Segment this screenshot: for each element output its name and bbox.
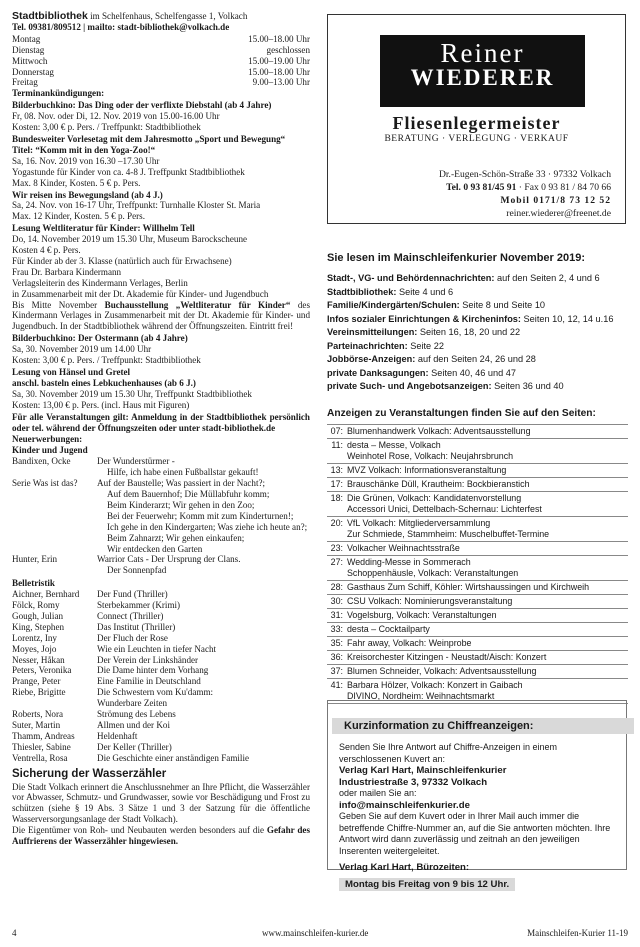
toc-pages: Seiten 10, 12, 14 u.16 [520,313,614,324]
event-block [12,223,310,332]
book-title: Beim Zahnarzt; Wir gehen einkaufen; [107,532,245,543]
fiction-book-list [12,589,310,764]
term-heading: Terminankündigungen: [12,88,105,99]
book-title: Beim Kinderarzt; Wir gehen in den Zoo; [107,499,255,510]
hours-day: Mittwoch [12,55,48,66]
book-title: Der Sonnenpfad [107,565,167,576]
event-page: 27: [330,557,343,567]
ad-mobile: Mobil 0171/8 73 12 52 [500,195,611,206]
event-title: Lesung von Hänsel und Gretel [12,367,131,377]
book-author: Bandixen, Ocke [12,456,71,467]
event-text: desta – Messe, Volkach Weinhotel Rose, Volkach: Neujahrsbrunch [347,440,514,461]
hours-row [12,45,310,56]
new-acquisitions-heading: Neuerwerbungen: [12,434,83,445]
book-author: King, Stephen [12,621,65,632]
hours-row [12,56,310,67]
toc-item [327,272,628,286]
event-title: Lesung Weltliteratur für Kinder: Willhelm Tell [12,223,195,234]
book-author: Peters, Veronika [12,665,72,676]
event-listing [327,581,628,595]
book-author: Suter, Martin [12,720,61,730]
event-page: 20: [330,518,343,528]
toc-pages: Seite 4 und 6 [396,286,454,297]
event-page: 17: [330,479,343,489]
event-text: Gasthaus Zum Schiff, Köhler: Wirtshaussingen und Kirchweih [347,582,590,592]
book-title: Der Verein der Linkshänder [97,654,199,665]
event-text: Brauschänke Düll, Krautheim: Bockbieranstich [347,479,530,489]
event-date: Sa, 30. November 2019 um 15.30 Uhr, Treffpunkt Stadtbibliothek [12,388,252,399]
event-title: anschl. basteln eines Lebkuchenhauses (ab 6 J.) [12,377,196,388]
book-author: Roberts, Nora [12,709,64,720]
book-title: Hilfe, ich habe einen Fußballstar gekauft! [107,467,259,478]
book-author: Prange, Peter [12,676,61,687]
event-listing [327,651,628,665]
book-title: Sterbekammer (Krimi) [97,600,181,611]
ad-trade: Fliesenlegermeister [392,113,561,133]
event-subtitle: Titel: “Komm mit in den Yoga-Zoo!“ [12,144,156,155]
book-author: Lorentz, Iny [12,632,57,643]
toc-title: Sie lesen im Mainschleifenkurier November 2019: [327,252,586,264]
book-title: Ich gehe in den Kindergarten; Was ziehe ich heute an?; [107,521,308,532]
event-page: 13: [330,465,343,475]
event-text: Die Grünen, Volkach: Kandidatenvorstellung Accessori Unici, Dettelbach-Schernau: Lichterfest [347,493,542,514]
ad-email[interactable]: reiner.wiederer@freenet.de [506,208,611,219]
event-cost: Max. 8 Kinder, Kosten. 5 € p. Pers. [12,177,141,188]
event-text: Wedding-Messe in Sommerach Schoppenhäusle, Volkach: Veranstaltungen [347,557,519,578]
event-listing [327,517,628,542]
water-warning: Gefahr des Auffrierens der Wasserzähler hingewiesen. [12,825,310,847]
book-title: Wie ein Leuchten in tiefer Nacht [97,643,217,654]
ad-tel: Tel. 0 93 81/45 91 [446,182,517,193]
water-text: Die Eigentümer von Roh- und Neubauten werden besonders auf die [12,825,265,836]
event-text: Blumen Schneider, Volkach: Adventsausstellung [347,666,537,676]
ad-services: BERATUNG · VERLEGUNG · VERKAUF [384,134,569,144]
hours-time: 9.00–13.00 Uhr [252,77,310,88]
hours-time: 15.00–18.00 Uhr [248,33,310,44]
event-title: Bilderbuchkino: Der Ostermann (ab 4 Jahre) [12,333,188,344]
toc-label: Parteinachrichten: [327,340,408,351]
event-page: 37: [330,666,343,676]
book-author: Hunter, Erin [12,554,58,565]
chiffre-email[interactable]: info@mainschleifenkurier.de [339,799,470,811]
toc-pages: Seite 22 [407,340,444,351]
event-date: Sa, 24. Nov. von 16-17 Uhr, Treffpunkt: Turnhalle Kloster St. Maria [12,200,261,211]
footer-url[interactable]: www.mainschleifen-kurier.de [262,928,369,938]
book-title: Connect (Thriller) [97,610,164,621]
toc-label: Jobbörse-Anzeigen: [327,354,416,364]
book-author [12,522,97,533]
book-title: Die Geschichte einer anständigen Familie [97,752,250,763]
page-number: 4 [12,928,17,938]
toc-item [327,299,628,313]
toc-label: Stadtbibliothek: [327,286,397,297]
exhibition-text [12,300,310,333]
ad-name-banner [380,35,585,107]
book-title: Allmen und der Koi [97,720,170,730]
book-title: Das Institut (Thriller) [97,621,176,632]
water-paragraph: Die Stadt Volkach erinnert die Anschlussnehmer an Ihre Pflicht, die Wasserzähler vor Abwasser, Schmutz- und Grundwasser, sowie vor Beschädigung und Frost zu schützen (siehe § 19 Abs. 3 Sätze 1 und 3 der Satzung für die öffentliche Wasserversorgungsanlage der Stadt Volkach). [12,781,310,825]
hours-day: Montag [12,33,41,44]
toc-item [327,340,628,354]
kids-book-list [12,456,310,576]
event-page: 28: [330,582,343,592]
book-author: Moyes, Jojo [12,643,57,654]
event-text: Kreisorchester Kitzingen - Neustadt/Aisch: Konzert [347,652,547,662]
book-title: Bei der Feuerwehr; Komm mit zum Kinderturnen!; [107,510,294,521]
event-cost: Kosten: 13,00 € p. Pers. (incl. Haus mit Figuren) [12,399,190,410]
registration-note: Für alle Veranstaltungen gilt: Anmeldung in der Stadtbibliothek persönlich oder tel. während der Öffnungszeiten oder unter stadt-bibliothek.de [12,411,310,433]
hours-row [12,67,310,78]
event-block [12,100,310,133]
exhibition-title: Buchausstellung „Weltliteratur für Kinder“ [104,299,291,310]
event-page: 23: [330,543,343,553]
book-author [12,565,97,576]
ad-name-first: Reiner [440,38,525,68]
exhibition-pre: Bis Mitte November [12,299,98,310]
event-listing [327,665,628,679]
book-title: Heldenhaft [97,730,138,741]
book-author: Nesser, Håkan [12,654,65,665]
event-line: in Zusammenarbeit mit der Dt. Akademie für Kinder- und Jugendbuch [12,288,269,299]
event-line: Für Kinder ab der 3. Klasse (natürlich auch für Erwachsene) [12,255,232,266]
kids-heading: Kinder und Jugend [12,445,88,456]
event-cost: Kosten: 3,00 € p. Pers. / Treffpunkt: Stadtbibliothek [12,122,201,133]
book-author [12,489,97,500]
book-author: Riebe, Brigitte [12,687,66,698]
event-listing [327,542,628,556]
event-cost: Kosten: 3,00 € p. Pers. / Treffpunkt: Stadtbibliothek [12,355,201,366]
toc-pages: Seiten 36 und 40 [491,381,564,391]
event-listing [327,609,628,623]
event-text: Fahr away, Volkach: Weinprobe [347,638,472,648]
events-list [327,424,628,704]
event-listing [327,623,628,637]
book-author [12,533,97,544]
book-title: Der Fluch der Rose [97,632,168,643]
toc-item [327,367,628,381]
advertisement-wiederer [327,14,626,224]
event-text: MVZ Volkach: Informationsveranstaltung [347,465,507,475]
toc-item [327,380,628,394]
hours-row [12,77,310,88]
chiffre-line: oder mailen Sie an: [339,788,417,798]
toc-pages: Seiten 16, 18, 20 und 22 [417,327,521,337]
book-title: Eine Familie in Deutschland [97,676,201,687]
chiffre-title: Kurzinformation zu Chiffreanzeigen: [332,718,634,734]
book-author [12,511,97,522]
event-listing [327,464,628,478]
toc-item [327,286,628,300]
event-block [12,333,310,366]
event-block [12,190,310,223]
event-page: 33: [330,624,343,634]
event-block [12,367,310,411]
book-author [12,467,97,478]
event-page: 11: [331,440,343,450]
event-page: 30: [330,596,343,606]
book-title: Auf dem Bauernhof; Die Müllabfuhr komm; [107,488,270,499]
event-page: 35: [330,638,343,648]
toc-item [327,326,628,340]
toc-label: Familie/Kindergärten/Schulen: [327,300,460,310]
event-block [12,134,310,189]
event-text: Vogelsburg, Volkach: Veranstaltungen [347,610,497,620]
book-title: Die Dame hinter dem Vorhang [97,665,209,676]
chiffre-body [339,742,619,891]
event-listing [327,637,628,651]
event-listing [327,595,628,609]
book-title: Auf der Baustelle; Was passiert in der Nacht?; [97,478,266,489]
event-page: 18: [330,493,343,503]
event-text: Barbara Hölzer, Volkach: Konzert in Gaibach DIVINO, Nordheim: Weihnachtsmarkt [347,680,523,701]
chiffre-address: Industriestraße 3, 97332 Volkach [339,776,488,788]
event-page: 31: [330,610,343,620]
book-title: Der Fund (Thriller) [97,589,168,600]
water-heading: Sicherung der Wasserzähler [12,767,167,780]
toc-label: private Danksagungen: [327,367,429,378]
hours-row [12,34,310,45]
event-page: 41: [330,680,343,690]
ad-fax: · Fax 0 93 81 / 84 70 66 [516,182,611,193]
toc-label: Stadt-, VG- und Behördennachrichten: [327,273,495,283]
toc-pages: auf den Seiten 24, 26 und 28 [415,354,536,364]
event-cost: Max. 12 Kinder, Kosten. 5 € p. Pers. [12,211,145,222]
chiffre-office-hours-title: Verlag Karl Hart, Bürozeiten: [339,862,470,873]
book-author: Serie Was ist das? [12,478,78,489]
opening-hours [12,34,310,89]
book-author: Fölck, Romy [12,600,60,611]
toc-label: Vereinsmitteilungen: [327,327,418,337]
book-author: Ventrella, Rosa [12,752,68,763]
chiffre-publisher: Verlag Karl Hart, Mainschleifenkurier [339,765,507,776]
book-title: Die Schwestern vom Ku'damm: [97,687,214,698]
event-title: Bundesweiter Vorlesetag mit dem Jahresmotto „Sport und Bewegung“ [12,133,286,144]
toc-pages: auf den Seiten 2, 4 und 6 [494,273,600,283]
event-date: Fr, 08. Nov. oder Di, 12. Nov. 2019 von 15.00-16.00 Uhr [12,111,220,122]
fiction-heading: Belletristik [12,578,55,589]
event-text: Volkacher Weihnachtsstraße [347,543,460,553]
toc-label: Infos sozialer Einrichtungen & Kircheninfos: [327,313,521,324]
event-listing [327,425,628,439]
event-cost: Kosten 4 € p. Pers. [12,245,81,256]
event-listing [327,492,628,517]
library-header [12,11,310,22]
event-title: Wir reisen ins Bewegungsland (ab 4 J.) [12,189,163,200]
ad-address: Dr.-Eugen-Schön-Straße 33 · 97332 Volkach [438,169,611,180]
book-title: Der Keller (Thriller) [97,741,172,752]
toc-pages: Seite 8 und Seite 10 [459,300,546,310]
event-listing [327,556,628,581]
book-author: Gough, Julian [12,610,64,621]
event-date: Sa, 30. November 2019 um 14.00 Uhr [12,344,152,355]
event-text: Blumenhandwerk Volkach: Adventsausstellung [347,426,531,436]
book-author [12,500,97,511]
hours-time: 15.00–19.00 Uhr [248,55,310,66]
event-text: CSU Volkach: Nominierungsveranstaltung [347,596,513,606]
event-text: desta – Cocktailparty [347,624,430,634]
footer-issue: Mainschleifen-Kurier 11-19 [527,928,628,938]
ad-phone [439,181,611,194]
ad-name-last: WIEDERER [410,65,555,90]
event-page: 07: [330,426,343,436]
chiffre-office-hours: Montag bis Freitag von 9 bis 12 Uhr. [339,878,515,892]
book-title: Wir entdecken den Garten [107,543,203,554]
hours-day: Dienstag [12,44,45,55]
book-author: Thamm, Andreas [12,730,75,741]
hours-time: geschlossen [266,44,310,55]
book-author: Thiesler, Sabine [12,741,71,752]
event-line: Frau Dr. Barbara Kindermann [12,266,122,277]
chiffre-line: Geben Sie auf dem Kuvert oder in Ihrer Mail auch immer die betreffende Chiffre-Nummer an, auf die Sie antworten möchten. Ihre Antwort wird dann zuverlässig und zeitnah an den jeweiligen Inserenten weitergeleitet. [339,811,611,856]
book-title: Strömung des Lebens [97,709,176,720]
toc-label: private Such- und Angebotsanzeigen: [327,381,492,391]
event-date: Sa, 16. Nov. 2019 von 16.30 –17.30 Uhr [12,155,160,166]
event-desc: Yogastunde für Kinder von ca. 4-8 J. Treffpunkt Stadtbibliothek [12,166,245,177]
ad-contact [439,168,611,220]
library-address: im Schelfenhaus, Schelfengasse 1, Volkach [90,11,248,21]
event-title: Bilderbuchkino: Das Ding oder der verflixte Diebstahl (ab 4 Jahre) [12,100,272,111]
hours-time: 15.00–18.00 Uhr [248,66,310,77]
toc-item [327,353,628,367]
book-title: Wunderbare Zeiten [97,698,168,709]
exhibition-post: des Kindermann Verlages in Zusammenarbeit mit der Dt. Akademie für Kinder- und Jugendbuch. In der Stadtbibliothek während der Öffnungszeiten. Eintritt frei! [12,299,310,332]
water-paragraph [12,825,310,847]
book-title: Warrior Cats - Der Ursprung der Clans. [97,554,241,565]
toc-list [327,272,628,394]
toc-item [327,313,628,327]
event-listing [327,478,628,492]
event-date: Do, 14. November 2019 um 15.30 Uhr, Museum Barockscheune [12,234,248,245]
toc-pages: Seiten 40, 46 und 47 [428,367,516,378]
book-title: Der Wunderstürmer - [97,456,175,467]
hours-day: Donnerstag [12,66,54,77]
chiffre-line: Senden Sie Ihre Antwort auf Chiffre-Anzeigen in einem verschlossenen Kuvert an: [339,742,557,764]
left-column [12,11,310,847]
event-listing [327,439,628,464]
book-author: Aichner, Bernhard [12,589,80,600]
events-title: Anzeigen zu Veranstaltungen finden Sie auf den Seiten: [327,408,596,419]
event-line: Verlagsleiterin des Kindermann Verlages, Berlin [12,277,188,288]
hours-day: Freitag [12,77,38,88]
book-author [12,698,97,709]
library-contact[interactable]: Tel. 09381/809512 | mailto: stadt-bibliothek@volkach.de [12,21,230,32]
event-page: 36: [330,652,343,662]
book-author [12,544,97,555]
library-name: Stadtbibliothek [12,10,88,22]
event-text: VfL Volkach: Mitgliederversammlung Zur Schmiede, Stammheim: Muschelbuffet-Termine [347,518,550,539]
